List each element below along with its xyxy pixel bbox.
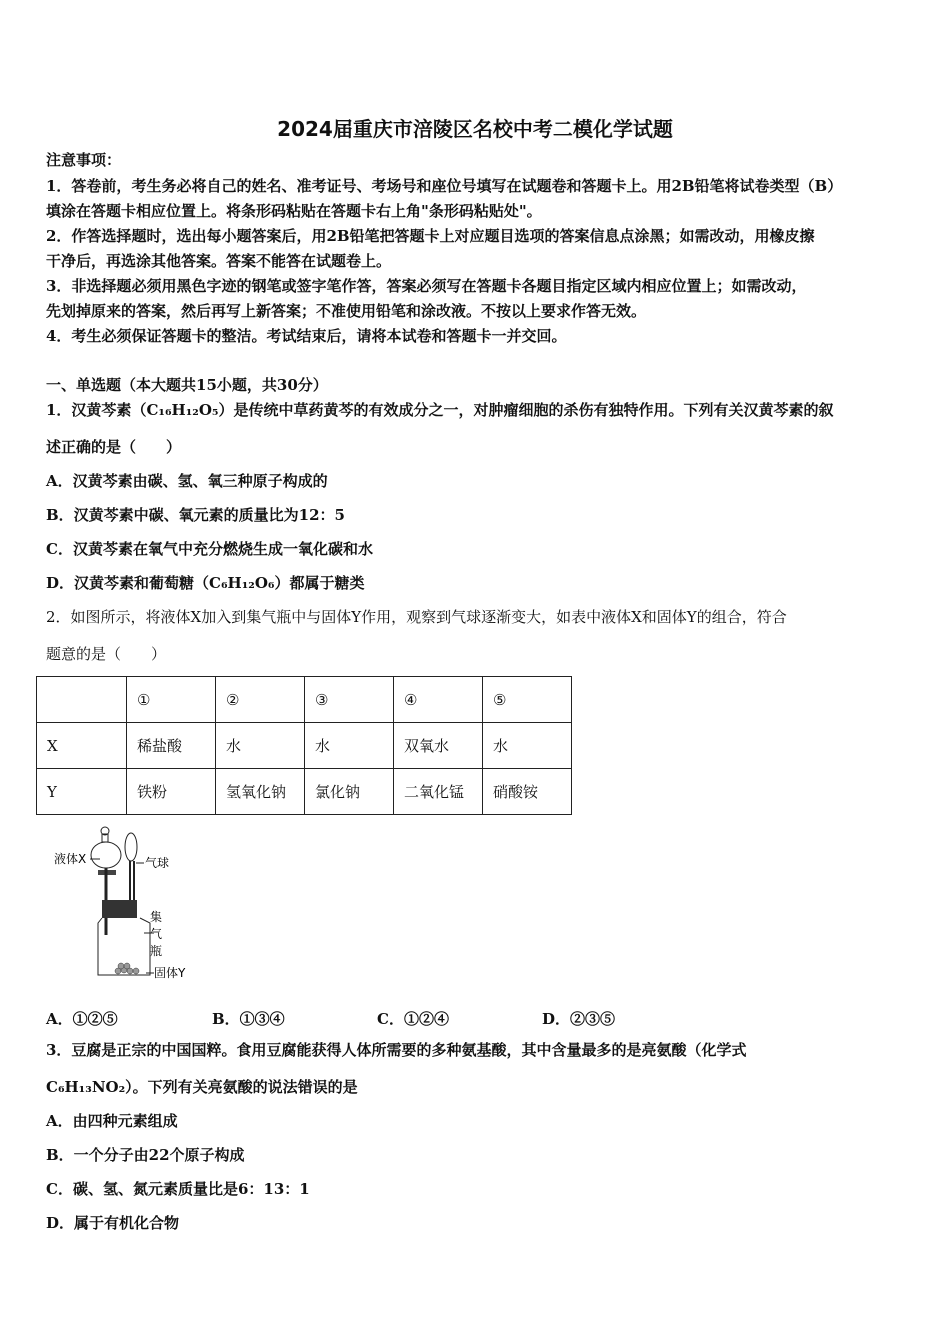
q2-stem: 题意的是（ ） <box>46 645 167 663</box>
table-row <box>37 769 572 815</box>
table-cell: 硝酸铵 <box>483 769 572 815</box>
page-title: 2024届重庆市涪陵区名校中考二模化学试题 <box>277 117 673 141</box>
table-cell: X <box>37 723 127 769</box>
note-line: 干净后，再选涂其他答案。答案不能答在试题卷上。 <box>46 252 392 270</box>
q2-stem: 2．如图所示，将液体X加入到集气瓶中与固体Y作用，观察到气球逐渐变大，如表中液体X和固体Y的组合，符合 <box>46 608 787 626</box>
table-cell: ③ <box>305 677 394 723</box>
label-bottle: 瓶 <box>150 944 163 958</box>
table-cell: 铁粉 <box>127 769 216 815</box>
section-heading: 一、单选题（本大题共15小题，共30分） <box>46 376 328 394</box>
note-line: 1．答卷前，考生务必将自己的姓名、准考证号、考场号和座位号填写在试题卷和答题卡上。用2B铅笔将试卷类型（B） <box>46 177 843 195</box>
q2-option-b: B．①③④ <box>212 1010 285 1028</box>
q3-option-b: B．一个分子由22个原子构成 <box>46 1146 245 1164</box>
label-solid-y: 固体Y <box>154 966 186 980</box>
table-cell: ② <box>216 677 305 723</box>
label-balloon: 气球 <box>145 856 170 870</box>
note-line: 填涂在答题卡相应位置上。将条形码粘贴在答题卡右上角"条形码粘贴处"。 <box>46 202 542 220</box>
q3-option-a: A．由四种元素组成 <box>46 1112 178 1130</box>
note-line: 4．考生必须保证答题卡的整洁。考试结束后，请将本试卷和答题卡一并交回。 <box>46 327 567 345</box>
note-line: 3．非选择题必须用黑色字迹的钢笔或签字笔作答，答案必须写在答题卡各题目指定区域内相应位置上；如需改动， <box>46 277 807 295</box>
table-cell: 水 <box>483 723 572 769</box>
q1-stem: 1．汉黄芩素（C₁₆H₁₂O₅）是传统中草药黄芩的有效成分之一，对肿瘤细胞的杀伤有独特作用。下列有关汉黄芩素的叙 <box>46 401 834 419</box>
table-cell: ① <box>127 677 216 723</box>
table-cell: ⑤ <box>483 677 572 723</box>
label-bottle: 气 <box>150 927 163 941</box>
q2-option-a: A．①②⑤ <box>46 1010 118 1028</box>
table-cell: Y <box>37 769 127 815</box>
q2-option-d: D．②③⑤ <box>542 1010 616 1028</box>
note-line: 2．作答选择题时，选出每小题答案后，用2B铅笔把答题卡上对应题目选项的答案信息点涂黑；如需改动，用橡皮擦 <box>46 227 815 245</box>
q1-stem: 述正确的是（ ） <box>46 438 182 456</box>
q3-stem: 3．豆腐是正宗的中国国粹。食用豆腐能获得人体所需要的多种氨基酸，其中含量最多的是亮氨酸（化学式 <box>46 1041 747 1059</box>
q3-stem: C₆H₁₃NO₂）。下列有关亮氨酸的说法错误的是 <box>46 1078 358 1096</box>
table-cell: 双氧水 <box>394 723 483 769</box>
label-bottle: 集 <box>150 910 163 924</box>
apparatus-diagram <box>50 825 210 985</box>
q2-option-c: C．①②④ <box>377 1010 449 1028</box>
table-cell: 稀盐酸 <box>127 723 216 769</box>
note-line: 先划掉原来的答案，然后再写上新答案；不准使用铅笔和涂改液。不按以上要求作答无效。 <box>46 302 647 320</box>
q3-option-c: C．碳、氢、氮元素质量比是6：13：1 <box>46 1180 310 1198</box>
table-row <box>37 677 572 723</box>
notes-heading: 注意事项： <box>46 151 122 169</box>
q3-option-d: D．属于有机化合物 <box>46 1214 180 1232</box>
q1-option-b: B．汉黄芩素中碳、氧元素的质量比为12：5 <box>46 506 345 524</box>
q1-option-c: C．汉黄芩素在氧气中充分燃烧生成一氧化碳和水 <box>46 540 373 558</box>
table-cell: 氯化钠 <box>305 769 394 815</box>
table-cell: 水 <box>305 723 394 769</box>
table-cell: 二氧化锰 <box>394 769 483 815</box>
table-cell: ④ <box>394 677 483 723</box>
label-liquid-x: 液体X <box>54 852 87 866</box>
table-cell: 氢氧化钠 <box>216 769 305 815</box>
table-row <box>37 723 572 769</box>
q1-option-d: D．汉黄芩素和葡萄糖（C₆H₁₂O₆）都属于糖类 <box>46 574 365 592</box>
reagent-table <box>36 676 572 815</box>
q1-option-a: A．汉黄芩素由碳、氢、氧三种原子构成的 <box>46 472 328 490</box>
table-cell: 水 <box>216 723 305 769</box>
table-cell <box>37 677 127 723</box>
